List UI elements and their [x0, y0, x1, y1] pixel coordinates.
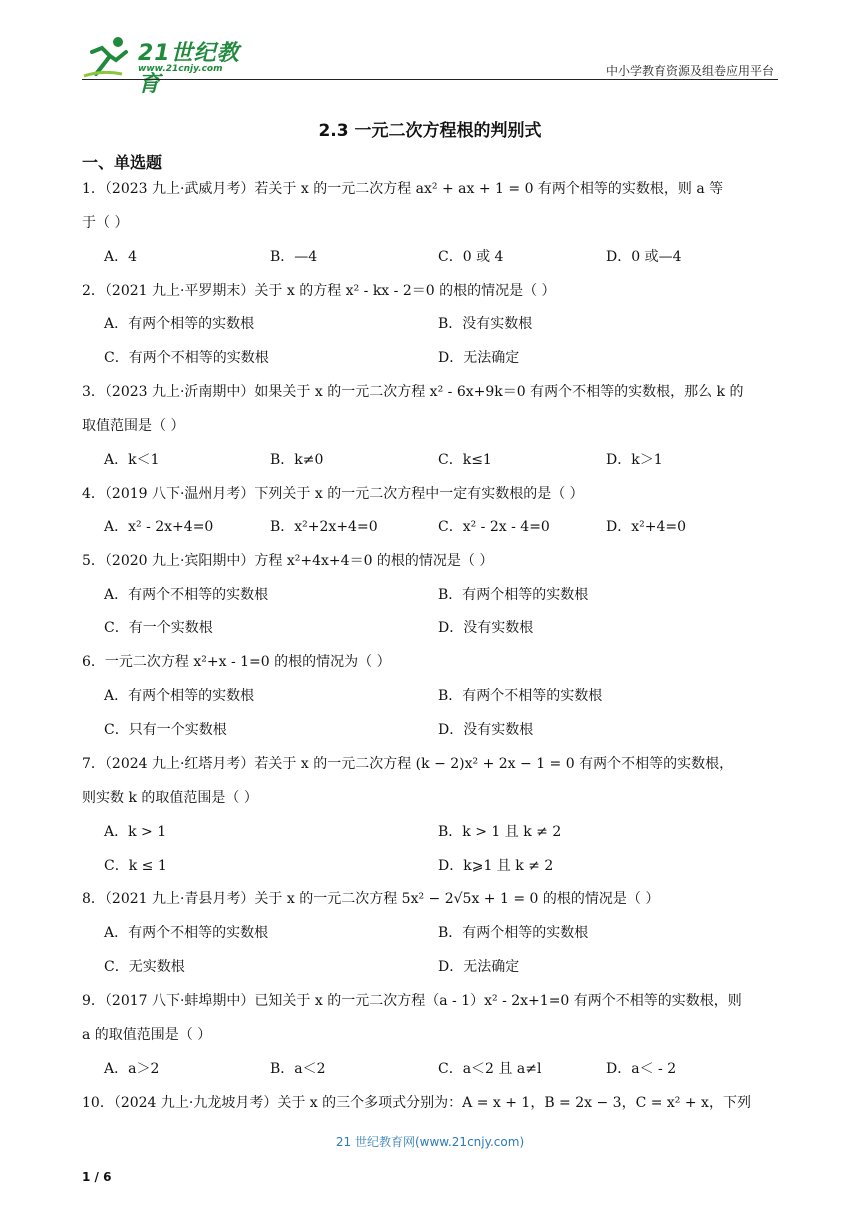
- question-9-stem: 9．（2017 八下·蚌埠期中）已知关于 x 的一元二次方程（a - 1）x² - 2x+1=0 有两个不相等的实数根，则: [82, 993, 742, 1009]
- q4-option-d: D．x²+4=0: [606, 519, 687, 535]
- question-1-stem-cont: 于（ ）: [82, 215, 129, 231]
- section-heading: 一、单选题: [82, 153, 163, 172]
- q9-option-a: A．a＞2: [104, 1061, 160, 1077]
- q2-option-a: A．有两个相等的实数根: [104, 316, 255, 332]
- q1-option-b: B．—4: [270, 249, 318, 265]
- question-9-stem-cont: a 的取值范围是（ ）: [82, 1027, 212, 1043]
- page-header: [82, 30, 778, 97]
- question-3-stem: 3．（2023 九上·沂南期中）如果关于 x 的一元二次方程 x² - 6x+9k＝0 有两个不相等的实数根，那么 k 的: [82, 384, 744, 400]
- q7-option-c: C．k ≤ 1: [104, 858, 167, 874]
- q6-option-a: A．有两个相等的实数根: [104, 688, 255, 704]
- site-logo: [82, 34, 262, 97]
- q5-option-a: A．有两个不相等的实数根: [104, 587, 269, 603]
- q1-option-c: C．0 或 4: [438, 249, 504, 265]
- platform-label: 中小学教育资源及组卷应用平台: [605, 64, 774, 78]
- q3-option-d: D．k＞1: [606, 452, 663, 468]
- q5-option-d: D．没有实数根: [438, 620, 534, 636]
- q2-option-d: D．无法确定: [438, 350, 520, 366]
- q8-option-d: D．无法确定: [438, 959, 520, 975]
- question-7-stem-cont: 则实数 k 的取值范围是（ ）: [82, 790, 258, 806]
- q3-option-a: A．k＜1: [104, 452, 160, 468]
- q9-option-d: D．a＜ - 2: [606, 1061, 677, 1077]
- q4-option-c: C．x² - 2x - 4=0: [438, 519, 550, 535]
- q2-option-b: B．没有实数根: [438, 316, 533, 332]
- q6-option-b: B．有两个不相等的实数根: [438, 688, 603, 704]
- footer-link[interactable]: 21 世纪教育网(www.21cnjy.com): [335, 1135, 525, 1149]
- q8-option-a: A．有两个不相等的实数根: [104, 925, 269, 941]
- q2-option-c: C．有两个不相等的实数根: [104, 350, 269, 366]
- logo-brand-text: 21世纪教育: [138, 41, 240, 97]
- q8-option-c: C．无实数根: [104, 959, 185, 975]
- question-2-stem: 2．（2021 九上·平罗期末）关于 x 的方程 x² - kx - 2＝0 的根的情况是（ ）: [82, 283, 556, 299]
- header-divider: [82, 79, 778, 80]
- runner-logo-icon: [82, 34, 134, 78]
- q7-option-d: D．k⩾1 且 k ≠ 2: [438, 858, 554, 874]
- q3-option-b: B．k≠0: [270, 452, 324, 468]
- question-3-stem-cont: 取值范围是（ ）: [82, 418, 185, 434]
- q8-option-b: B．有两个相等的实数根: [438, 925, 589, 941]
- question-6-stem: 6．一元二次方程 x²+x - 1=0 的根的情况为（ ）: [82, 654, 391, 670]
- question-8-stem: 8．（2021 九上·青县月考）关于 x 的一元二次方程 5x² − 2√5x + 1 = 0 的根的情况是（ ）: [82, 891, 660, 907]
- q3-option-c: C．k≤1: [438, 452, 492, 468]
- logo-url-text: www.21cnjy.com: [138, 64, 223, 74]
- question-4-stem: 4．（2019 八下·温州月考）下列关于 x 的一元二次方程中一定有实数根的是（ ）: [82, 486, 584, 502]
- question-10-stem: 10．（2024 九上·九龙坡月考）关于 x 的三个多项式分别为：A = x + 1，B = 2x − 3，C = x² + x，下列: [82, 1095, 751, 1111]
- q6-option-c: C．只有一个实数根: [104, 722, 227, 738]
- question-5-stem: 5．（2020 九上·宾阳期中）方程 x²+4x+4＝0 的根的情况是（ ）: [82, 553, 494, 569]
- q6-option-d: D．没有实数根: [438, 722, 534, 738]
- question-7-stem: 7．（2024 九上·红塔月考）若关于 x 的一元二次方程 (k − 2)x² + 2x − 1 = 0 有两个不相等的实数根，: [82, 756, 734, 772]
- document-title: 2.3 一元二次方程根的判别式: [318, 121, 542, 141]
- q5-option-c: C．有一个实数根: [104, 620, 213, 636]
- page-number: 1 / 6: [82, 1170, 112, 1184]
- q1-option-a: A．4: [104, 249, 138, 265]
- q9-option-b: B．a＜2: [270, 1061, 326, 1077]
- q4-option-a: A．x² - 2x+4=0: [104, 519, 214, 535]
- q9-option-c: C．a＜2 且 a≠l: [438, 1061, 542, 1077]
- q1-option-d: D．0 或—4: [606, 249, 682, 265]
- q7-option-a: A．k > 1: [104, 824, 167, 840]
- q4-option-b: B．x²+2x+4=0: [270, 519, 378, 535]
- q5-option-b: B．有两个相等的实数根: [438, 587, 589, 603]
- q7-option-b: B．k > 1 且 k ≠ 2: [438, 824, 562, 840]
- question-1-stem: 1．（2023 九上·武威月考）若关于 x 的一元二次方程 ax² + ax + 1 = 0 有两个相等的实数根，则 a 等: [82, 181, 724, 197]
